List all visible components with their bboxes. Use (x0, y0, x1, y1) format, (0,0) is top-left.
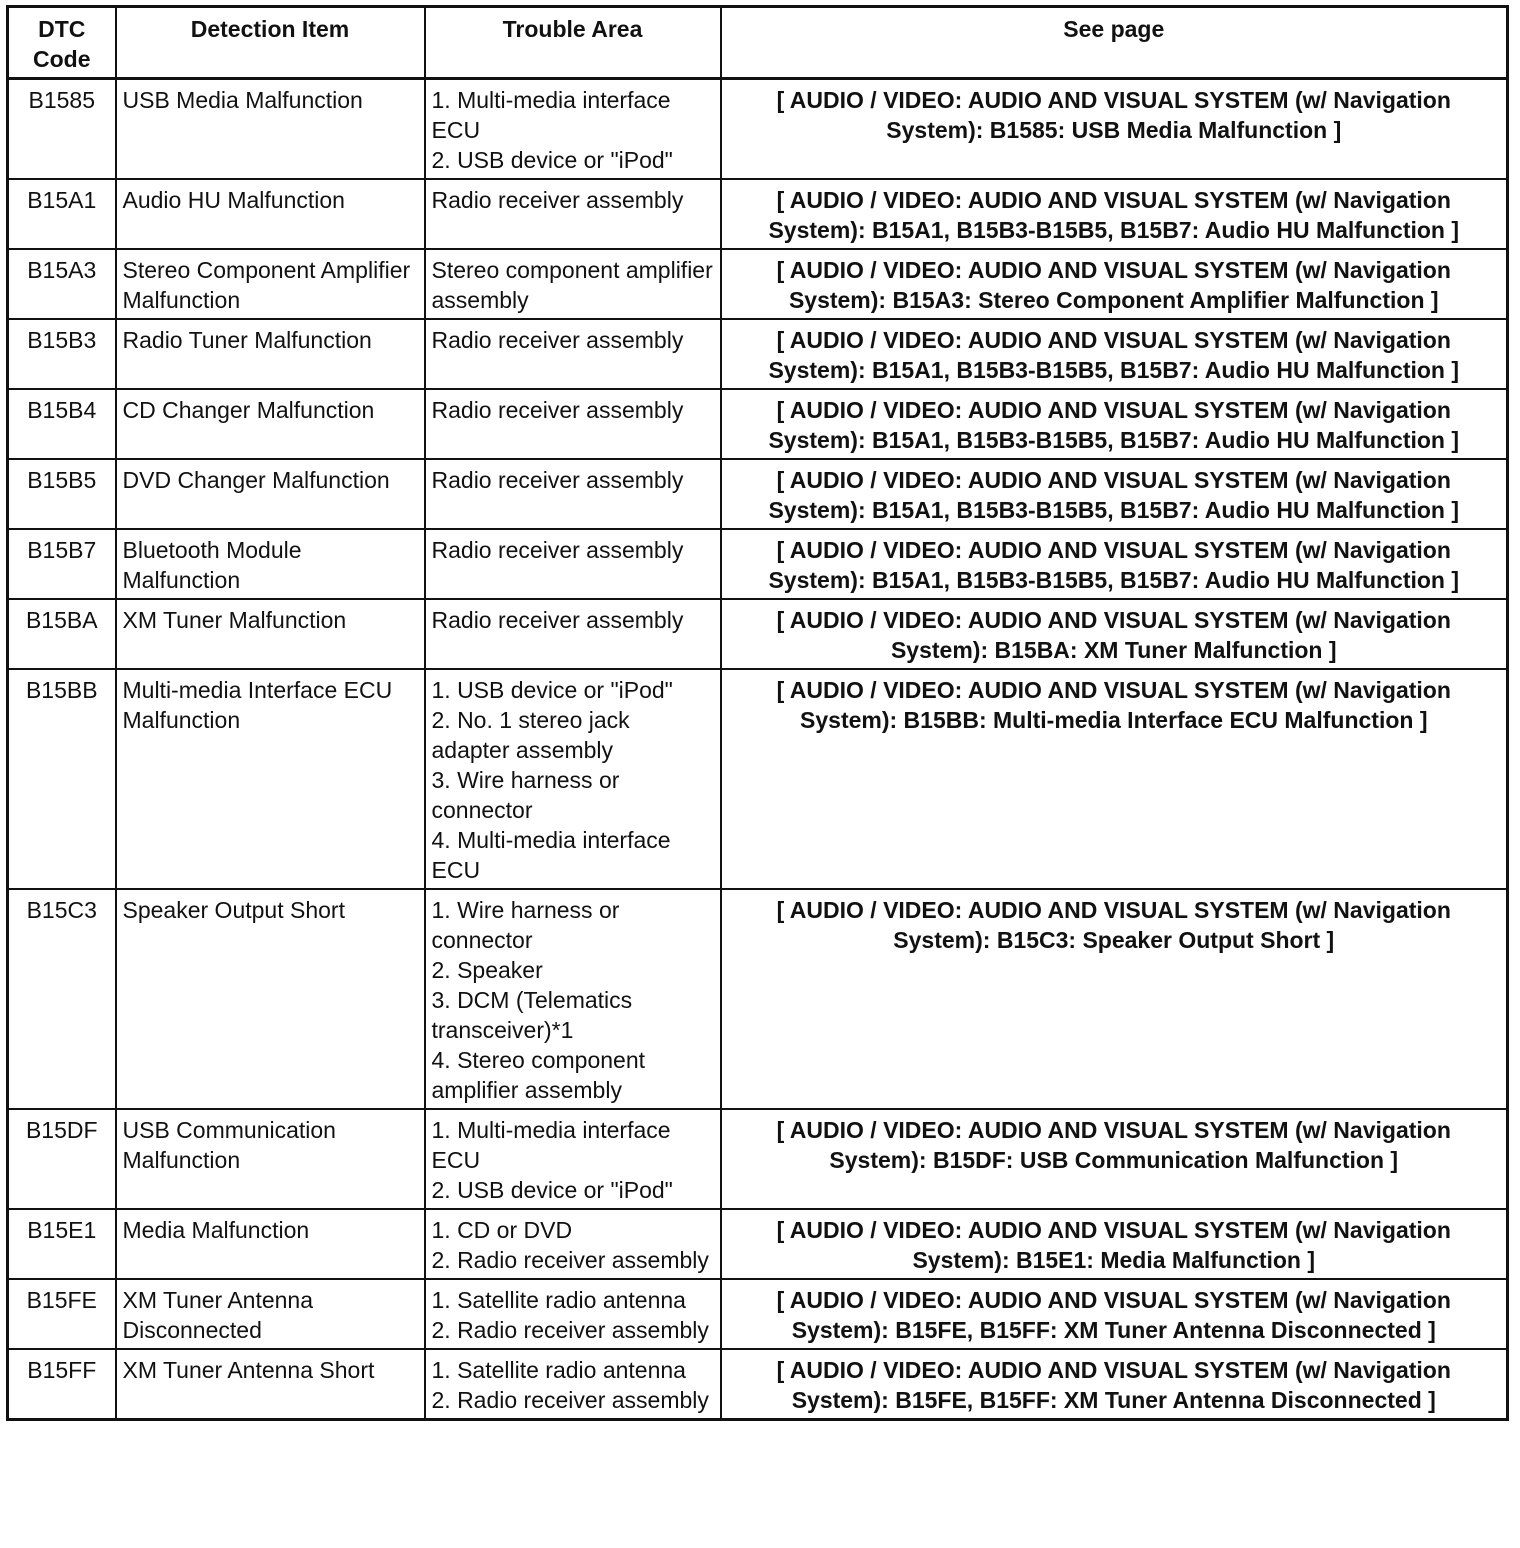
table-row (8, 1109, 1508, 1209)
see-page-link[interactable]: [ AUDIO / VIDEO: AUDIO AND VISUAL SYSTEM (w/ Navigation System): B15DF: USB Communication Malfunction ] (721, 1109, 1508, 1209)
trouble-area-line: 2. Radio receiver assembly (431, 1317, 709, 1343)
table-row (8, 669, 1508, 889)
detection-item-cell: USB Communication Malfunction (116, 1109, 425, 1209)
see-page-link[interactable]: [ AUDIO / VIDEO: AUDIO AND VISUAL SYSTEM (w/ Navigation System): B15A3: Stereo Component Amplifier Malfunction ] (721, 249, 1508, 319)
dtc-code-cell: B15DF (8, 1109, 116, 1209)
trouble-area-cell (425, 249, 721, 319)
see-page-link[interactable]: [ AUDIO / VIDEO: AUDIO AND VISUAL SYSTEM (w/ Navigation System): B15E1: Media Malfunction ] (721, 1209, 1508, 1279)
trouble-area-line: 1. Multi-media interface ECU (431, 1117, 671, 1173)
trouble-area-cell (425, 599, 721, 669)
see-page-link[interactable]: [ AUDIO / VIDEO: AUDIO AND VISUAL SYSTEM (w/ Navigation System): B15BB: Multi-media Interface ECU Malfunction ] (721, 669, 1508, 889)
table-row (8, 459, 1508, 529)
dtc-code-cell: B15E1 (8, 1209, 116, 1279)
trouble-area-cell (425, 1109, 721, 1209)
see-page-link[interactable]: [ AUDIO / VIDEO: AUDIO AND VISUAL SYSTEM (w/ Navigation System): B15BA: XM Tuner Malfunction ] (721, 599, 1508, 669)
trouble-area-line: 1. USB device or "iPod" (431, 677, 673, 703)
dtc-code-cell: B15FF (8, 1349, 116, 1420)
see-page-link[interactable]: [ AUDIO / VIDEO: AUDIO AND VISUAL SYSTEM (w/ Navigation System): B15A1, B15B3-B15B5, B15B7: Audio HU Malfunction ] (721, 529, 1508, 599)
detection-item-cell: DVD Changer Malfunction (116, 459, 425, 529)
trouble-area-line: 3. DCM (Telematics transceiver)*1 (431, 987, 633, 1043)
trouble-area-cell (425, 1349, 721, 1420)
trouble-area-cell (425, 1209, 721, 1279)
dtc-code-cell: B15A3 (8, 249, 116, 319)
header-see-page: See page (721, 7, 1508, 79)
dtc-code-cell: B1585 (8, 79, 116, 180)
header-row (8, 7, 1508, 79)
trouble-area-cell (425, 529, 721, 599)
trouble-area-line: Radio receiver assembly (431, 537, 684, 563)
dtc-code-cell: B15B3 (8, 319, 116, 389)
table-row (8, 599, 1508, 669)
detection-item-cell: USB Media Malfunction (116, 79, 425, 180)
trouble-area-line: 4. Multi-media interface ECU (431, 827, 671, 883)
dtc-code-cell: B15B5 (8, 459, 116, 529)
detection-item-cell: Radio Tuner Malfunction (116, 319, 425, 389)
see-page-link[interactable]: [ AUDIO / VIDEO: AUDIO AND VISUAL SYSTEM (w/ Navigation System): B15A1, B15B3-B15B5, B15B7: Audio HU Malfunction ] (721, 389, 1508, 459)
see-page-link[interactable]: [ AUDIO / VIDEO: AUDIO AND VISUAL SYSTEM (w/ Navigation System): B15A1, B15B3-B15B5, B15B7: Audio HU Malfunction ] (721, 319, 1508, 389)
trouble-area-line: 2. No. 1 stereo jack adapter assembly (431, 707, 630, 763)
trouble-area-cell (425, 1279, 721, 1349)
table-row (8, 1209, 1508, 1279)
see-page-link[interactable]: [ AUDIO / VIDEO: AUDIO AND VISUAL SYSTEM (w/ Navigation System): B1585: USB Media Malfunction ] (721, 79, 1508, 180)
trouble-area-line: 1. Wire harness or connector (431, 897, 620, 953)
dtc-code-cell: B15BB (8, 669, 116, 889)
trouble-area-cell (425, 669, 721, 889)
trouble-area-line: Stereo component amplifier assembly (431, 257, 713, 313)
table-row (8, 529, 1508, 599)
dtc-code-cell: B15FE (8, 1279, 116, 1349)
see-page-link[interactable]: [ AUDIO / VIDEO: AUDIO AND VISUAL SYSTEM (w/ Navigation System): B15C3: Speaker Output Short ] (721, 889, 1508, 1109)
see-page-link[interactable]: [ AUDIO / VIDEO: AUDIO AND VISUAL SYSTEM (w/ Navigation System): B15FE, B15FF: XM Tuner Antenna Disconnected ] (721, 1349, 1508, 1420)
trouble-area-line: Radio receiver assembly (431, 467, 684, 493)
table-row (8, 179, 1508, 249)
table-row (8, 249, 1508, 319)
trouble-area-line: 3. Wire harness or connector (431, 767, 620, 823)
detection-item-cell: CD Changer Malfunction (116, 389, 425, 459)
detection-item-cell: Speaker Output Short (116, 889, 425, 1109)
table-row (8, 889, 1508, 1109)
detection-item-cell: Multi-media Interface ECU Malfunction (116, 669, 425, 889)
detection-item-cell: Media Malfunction (116, 1209, 425, 1279)
trouble-area-line: Radio receiver assembly (431, 607, 684, 633)
trouble-area-line: Radio receiver assembly (431, 327, 684, 353)
table-row (8, 1279, 1508, 1349)
table-row (8, 1349, 1508, 1420)
table-body (8, 79, 1508, 1420)
detection-item-cell: Stereo Component Amplifier Malfunction (116, 249, 425, 319)
detection-item-cell: XM Tuner Malfunction (116, 599, 425, 669)
trouble-area-cell (425, 319, 721, 389)
trouble-area-line: 2. USB device or "iPod" (431, 1177, 673, 1203)
header-detection-item: Detection Item (116, 7, 425, 79)
table-row (8, 79, 1508, 180)
trouble-area-cell (425, 79, 721, 180)
dtc-table (6, 5, 1509, 1421)
table-row (8, 389, 1508, 459)
trouble-area-line: 1. CD or DVD (431, 1217, 573, 1243)
trouble-area-cell (425, 889, 721, 1109)
trouble-area-cell (425, 179, 721, 249)
trouble-area-line: Radio receiver assembly (431, 397, 684, 423)
trouble-area-line: 2. Speaker (431, 957, 543, 983)
detection-item-cell: Bluetooth Module Malfunction (116, 529, 425, 599)
trouble-area-line: 4. Stereo component amplifier assembly (431, 1047, 646, 1103)
trouble-area-cell (425, 389, 721, 459)
see-page-link[interactable]: [ AUDIO / VIDEO: AUDIO AND VISUAL SYSTEM (w/ Navigation System): B15FE, B15FF: XM Tuner Antenna Disconnected ] (721, 1279, 1508, 1349)
trouble-area-line: 1. Satellite radio antenna (431, 1287, 686, 1313)
trouble-area-line: 1. Satellite radio antenna (431, 1357, 686, 1383)
detection-item-cell: XM Tuner Antenna Short (116, 1349, 425, 1420)
trouble-area-line: 2. Radio receiver assembly (431, 1247, 709, 1273)
dtc-code-cell: B15B4 (8, 389, 116, 459)
trouble-area-line: Radio receiver assembly (431, 187, 684, 213)
header-dtc-code: DTC Code (8, 7, 116, 79)
see-page-link[interactable]: [ AUDIO / VIDEO: AUDIO AND VISUAL SYSTEM (w/ Navigation System): B15A1, B15B3-B15B5, B15B7: Audio HU Malfunction ] (721, 459, 1508, 529)
trouble-area-cell (425, 459, 721, 529)
detection-item-cell: Audio HU Malfunction (116, 179, 425, 249)
trouble-area-line: 1. Multi-media interface ECU (431, 87, 671, 143)
dtc-code-cell: B15C3 (8, 889, 116, 1109)
detection-item-cell: XM Tuner Antenna Disconnected (116, 1279, 425, 1349)
dtc-code-cell: B15B7 (8, 529, 116, 599)
table-row (8, 319, 1508, 389)
trouble-area-line: 2. USB device or "iPod" (431, 147, 673, 173)
trouble-area-line: 2. Radio receiver assembly (431, 1387, 709, 1413)
dtc-code-cell: B15BA (8, 599, 116, 669)
header-trouble-area: Trouble Area (425, 7, 721, 79)
dtc-code-cell: B15A1 (8, 179, 116, 249)
see-page-link[interactable]: [ AUDIO / VIDEO: AUDIO AND VISUAL SYSTEM (w/ Navigation System): B15A1, B15B3-B15B5, B15B7: Audio HU Malfunction ] (721, 179, 1508, 249)
